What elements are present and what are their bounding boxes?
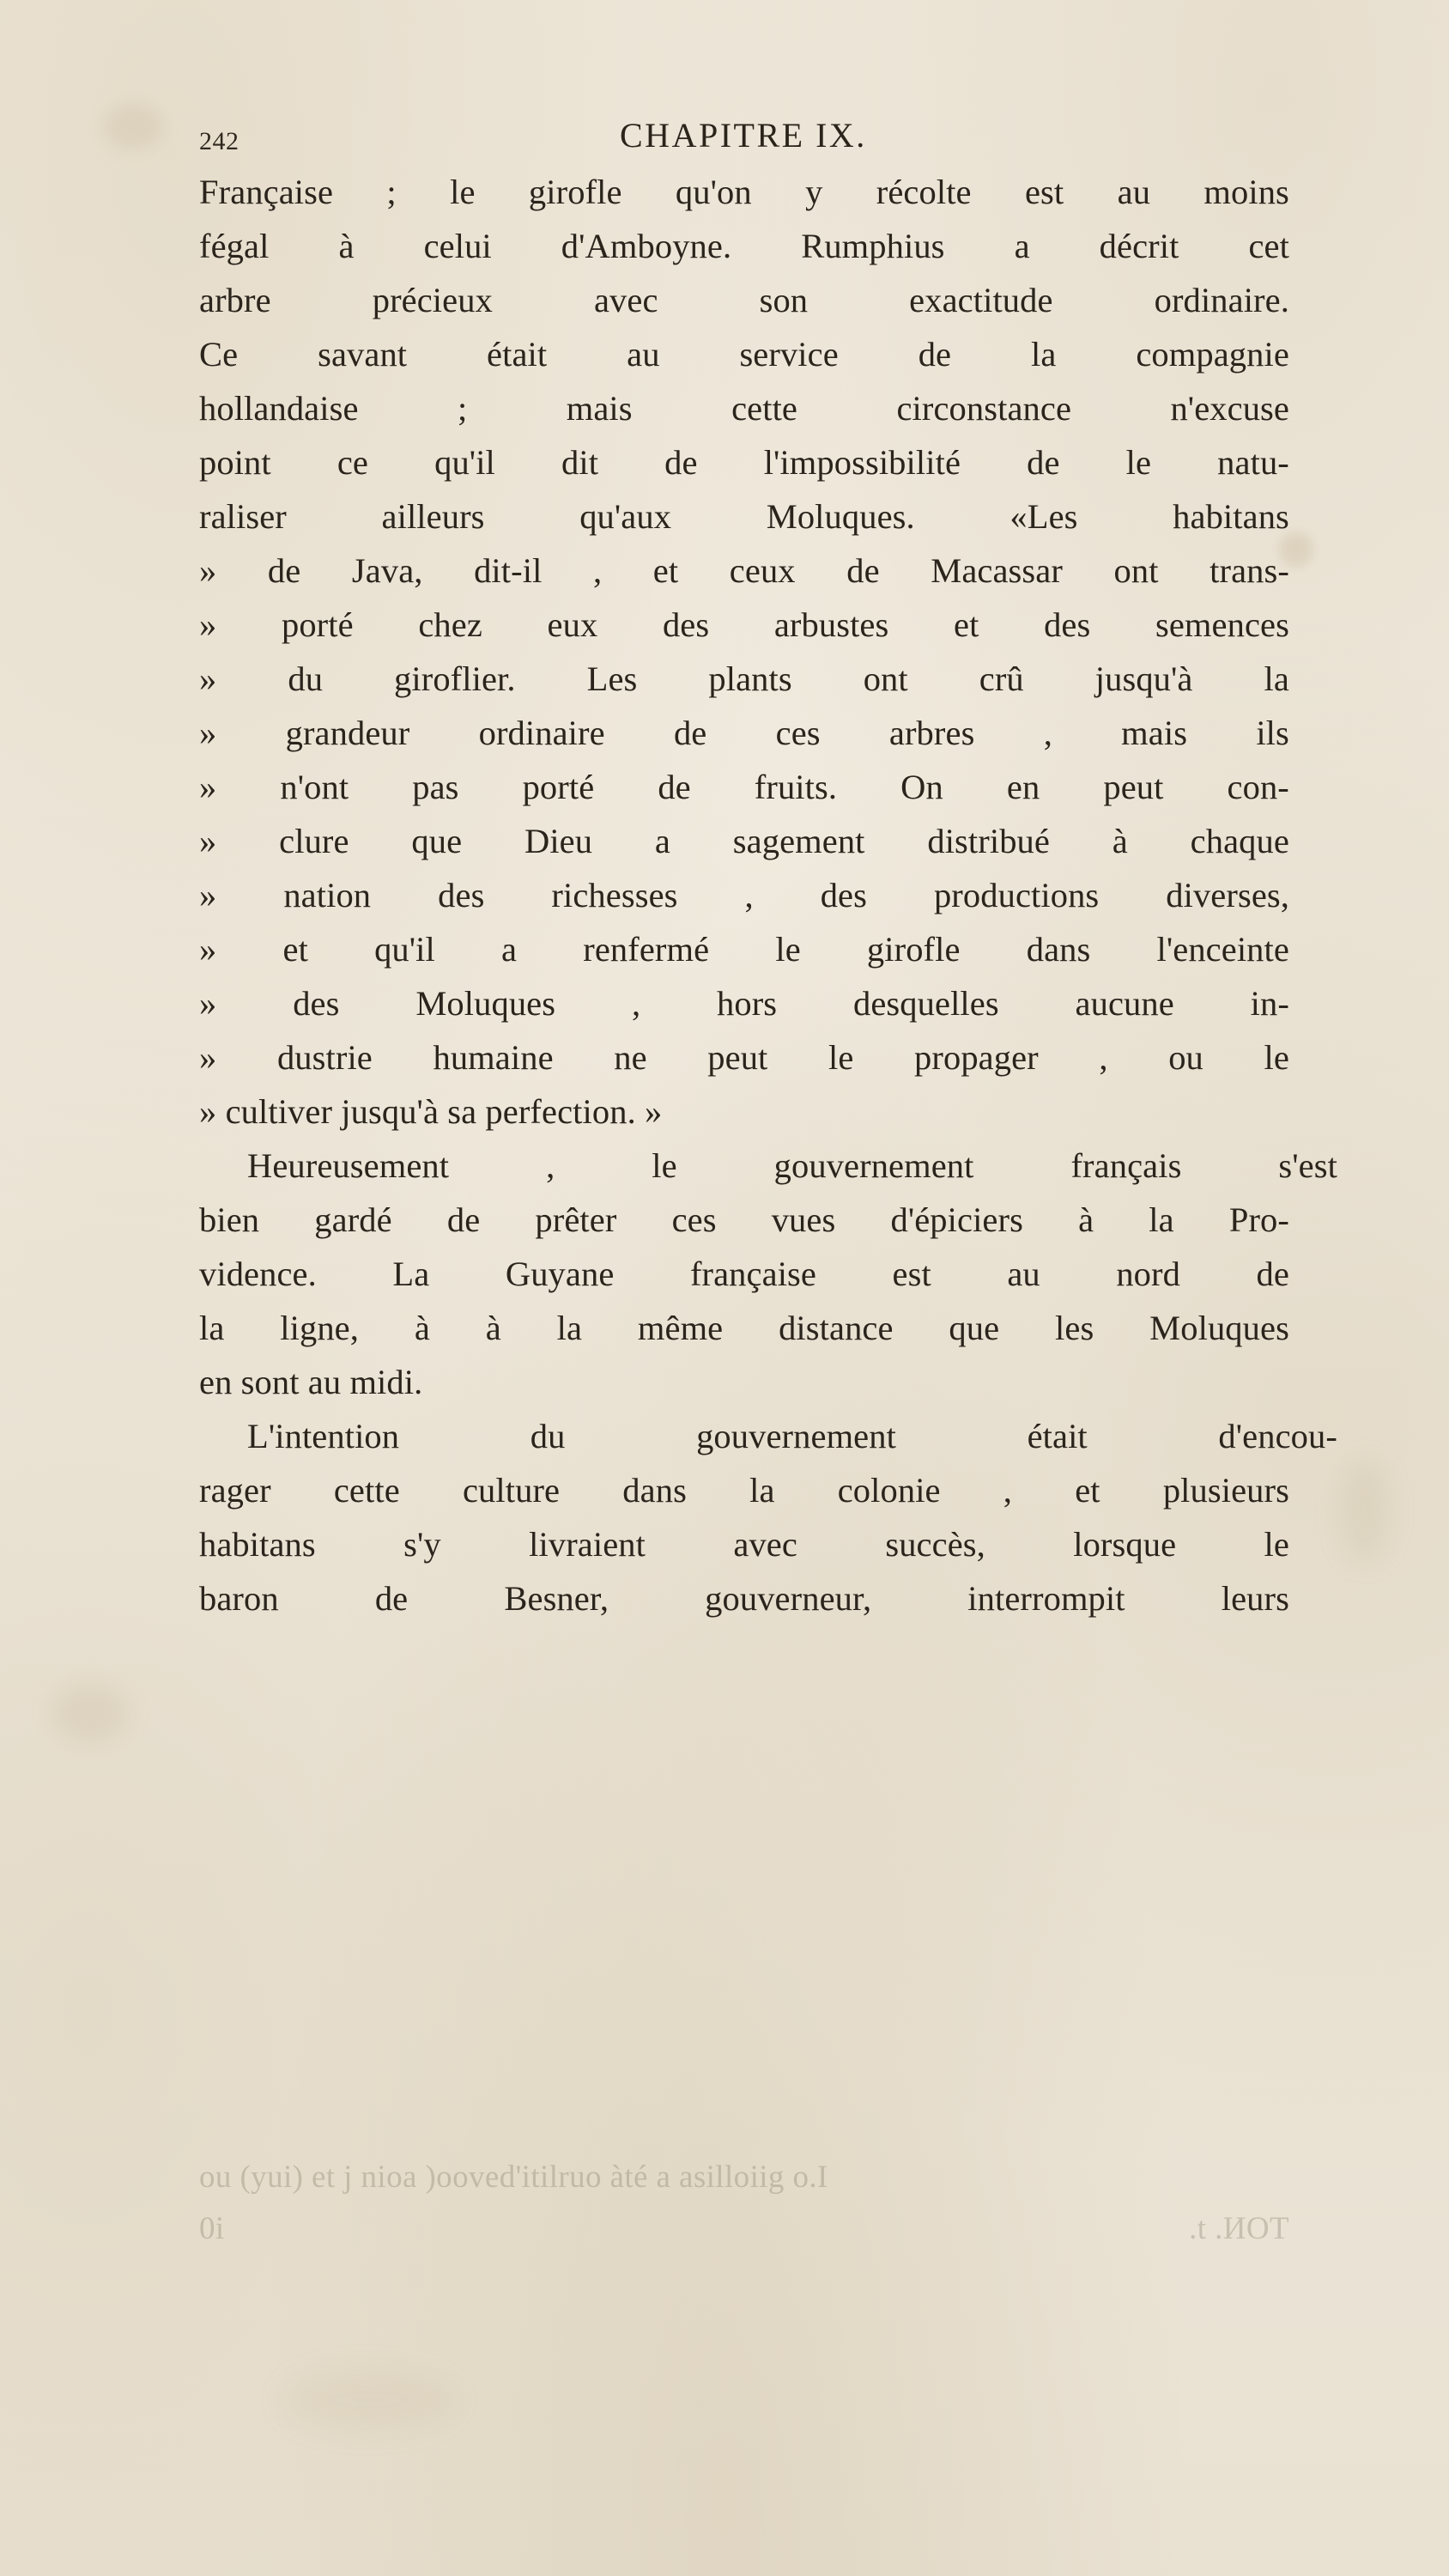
line-word: ce [336,443,369,482]
body-line [199,273,1289,327]
line-word: des [293,984,340,1023]
line-word: bien [199,1200,260,1239]
line-word: en [1006,768,1040,806]
line-word: richesses [551,876,678,914]
line-word: , [1003,1471,1013,1510]
body-line [199,165,1289,219]
body-line [199,381,1289,435]
page-text-block [199,112,1337,1625]
line-word: au [627,335,660,374]
line-word: ordinaire [478,714,605,752]
line-word: semences [1155,605,1289,644]
line-word: fégal [199,227,270,265]
body-line [199,327,1289,381]
line-word: habitans [1173,497,1289,536]
line-word: est [892,1255,931,1293]
line-word: la [1264,659,1289,698]
line-word: gardé [314,1200,392,1239]
line-word: distribué [927,822,1050,860]
line-word: le [828,1038,854,1077]
line-word: s'est [1278,1146,1337,1185]
line-word: le [1125,443,1152,482]
line-word: » [199,714,217,752]
line-word: et [282,930,308,969]
line-word: in- [1250,984,1289,1023]
line-word: Ce [199,335,239,374]
line-word: natu- [1217,443,1289,482]
line-word: vidence. [199,1255,317,1293]
line-word: ; [386,173,397,211]
line-word: Pro- [1228,1200,1289,1239]
line-word: ceux [729,551,796,590]
body-line [199,1301,1289,1355]
show-through-left: ou (yui) et j nioa )ooved'itilruo àté a asilloiig o.I [199,2160,828,2195]
line-word: peut [1103,768,1164,806]
line-word: et [954,605,979,644]
line-word: » [199,876,217,914]
line-word: L'intention [247,1417,400,1455]
line-word: cette [731,389,798,428]
line-word: gouverneur, [705,1579,872,1618]
line-word: hollandaise [199,389,359,428]
show-through-right: .t .ИОТ [1189,2211,1289,2246]
line-word: des [662,605,710,644]
line-word: ; [457,389,468,428]
line-word: le [775,930,801,969]
line-word: » [199,768,217,806]
body-line [199,1463,1289,1517]
line-word: du [288,659,324,698]
line-word: était [1027,1417,1088,1455]
line-word: , [631,984,641,1023]
line-word: des [820,876,867,914]
line-word: de [664,443,698,482]
line-word: sagement [732,822,865,860]
line-word: de [267,551,301,590]
line-word: arbre [199,281,271,319]
line-word: girofle [528,173,622,211]
line-word: succès, [885,1525,985,1564]
line-word: de [658,768,691,806]
line-word: «Les [1009,497,1078,536]
line-word: crû [979,659,1024,698]
body-line [199,598,1289,652]
line-word: ont [863,659,908,698]
line-word: gouvernement [696,1417,896,1455]
line-word: nation [283,876,372,914]
line-word: du [530,1417,566,1455]
body-line [199,489,1289,544]
line-word: des [1044,605,1091,644]
line-word: Guyane [505,1255,615,1293]
line-word: n'excuse [1170,389,1289,428]
line-word: renfermé [583,930,710,969]
line-word: a [1014,227,1030,265]
line-word: la [556,1309,583,1347]
line-word: le [450,173,476,211]
line-word: nord [1116,1255,1180,1293]
line-word: Java, [351,551,423,590]
line-word: le [1264,1038,1289,1077]
line-word: On [900,768,943,806]
line-word: » [199,605,217,644]
line-word: son [759,281,809,319]
body-line [199,1355,1289,1409]
line-word: ces [671,1200,717,1239]
line-word: grandeur [285,714,410,752]
body-line [199,1084,1289,1139]
line-word: , [593,551,603,590]
line-word: au [1117,173,1151,211]
line-word: Dieu [524,822,593,860]
line-word: avec [593,281,658,319]
line-word: Moluques [1149,1309,1289,1347]
body-line [199,435,1289,489]
line-word: baron [199,1579,279,1618]
line-word: ordinaire. [1154,281,1289,319]
show-through-text [199,2152,1289,2203]
line-word: est [1024,173,1064,211]
line-word: dustrie [276,1038,373,1077]
body-line [199,706,1289,760]
body-line [199,1247,1289,1301]
body-line [199,652,1289,706]
line-word: trans- [1210,551,1289,590]
line-word: propager [914,1038,1039,1077]
line-word: habitans [199,1525,316,1564]
line-word: français [1070,1146,1182,1185]
line-word: de [673,714,707,752]
line-word: rager [199,1471,271,1510]
paper-stain [103,103,163,150]
line-text: » cultiver jusqu'à sa perfection. » [199,1092,663,1131]
line-word: dit-il [474,551,543,590]
line-word: plusieurs [1162,1471,1289,1510]
line-word: , [744,876,754,914]
line-word: à [1112,822,1128,860]
line-word: arbustes [773,605,889,644]
line-word: clure [279,822,349,860]
line-word: Moluques. [766,497,915,536]
line-word: humaine [433,1038,554,1077]
line-word: de [846,551,880,590]
line-word: d'épiciers [890,1200,1023,1239]
body-line [199,868,1289,922]
line-word: vues [771,1200,836,1239]
line-word: le [1264,1525,1289,1564]
line-word: avec [733,1525,797,1564]
chapter-title: CHAPITRE IX. [620,116,867,155]
line-word: » [199,984,217,1023]
line-word: con- [1227,768,1289,806]
line-word: raliser [199,497,287,536]
line-word: distance [779,1309,894,1347]
line-word: Rumphius [801,227,945,265]
line-word: la [199,1309,225,1347]
line-word: diverses, [1166,876,1289,914]
line-word: qu'il [434,443,495,482]
line-word: fruits. [754,768,838,806]
line-word: qu'aux [579,497,672,536]
line-word: peut [707,1038,768,1077]
line-word: Heureusement [247,1146,450,1185]
line-word: plants [708,659,792,698]
line-word: jusqu'à [1094,659,1193,698]
line-word: qu'il [374,930,435,969]
line-word: ont [1113,551,1159,590]
line-text: en sont au midi. [199,1363,423,1401]
body-line [199,1030,1289,1084]
line-word: la [1149,1200,1174,1239]
body-line [199,219,1289,273]
line-word: moins [1203,173,1289,211]
line-word: des [438,876,485,914]
line-word: au [1007,1255,1040,1293]
line-word: La [392,1255,430,1293]
line-word: de [918,335,952,374]
line-word: porté [522,768,595,806]
body-line [199,1193,1289,1247]
line-word: » [199,659,217,698]
line-word: le [652,1146,677,1185]
line-word: culture [462,1471,561,1510]
line-word: et [1075,1471,1100,1510]
folio-number: 242 [199,127,239,155]
show-through-left: 0i [199,2211,225,2246]
line-word: ou [1168,1038,1203,1077]
show-through-text [199,2203,1289,2255]
line-word: Macassar [931,551,1063,590]
paper-stain [1339,1460,1391,1563]
line-word: ils [1256,714,1289,752]
line-word: dans [1026,930,1091,969]
page-header [199,112,1289,165]
line-word: » [199,822,217,860]
line-word: circonstance [896,389,1072,428]
line-word: hors [717,984,778,1023]
line-word: Besner, [504,1579,609,1618]
line-word: productions [933,876,1100,914]
line-word: ces [775,714,821,752]
line-word: a [654,822,670,860]
line-word: décrit [1099,227,1179,265]
line-word: compagnie [1136,335,1289,374]
line-word: colonie [837,1471,941,1510]
line-word: de [446,1200,481,1239]
line-word: porté [281,605,354,644]
line-word: , [1099,1038,1108,1077]
line-word: de [374,1579,409,1618]
line-word: cet [1248,227,1289,265]
line-word: gouvernement [773,1146,974,1185]
line-word: livraient [529,1525,646,1564]
line-word: y [805,173,823,211]
body-line [199,1517,1289,1571]
body-line [199,1571,1289,1625]
line-word: a [501,930,518,969]
line-word: chaque [1190,822,1289,860]
line-word: s'y [403,1525,441,1564]
line-word: que [949,1309,1000,1347]
line-word: Française [199,173,334,211]
line-word: aucune [1075,984,1174,1023]
line-word: à [485,1309,501,1347]
line-word: point [199,443,271,482]
body-line [199,760,1289,814]
line-word: de [1256,1255,1289,1293]
line-word: à [1078,1200,1094,1239]
line-word: et [652,551,679,590]
line-word: la [749,1471,775,1510]
line-word: Moluques [415,984,556,1023]
line-word: d'Amboyne. [561,227,732,265]
line-word: l'enceinte [1156,930,1289,969]
line-word: Les [586,659,638,698]
line-word: cette [333,1471,400,1510]
line-word: savant [318,335,408,374]
line-word: arbres [888,714,975,752]
line-word: eux [547,605,598,644]
line-word: prêter [535,1200,617,1239]
line-word: , [1043,714,1052,752]
line-word: lorsque [1073,1525,1177,1564]
line-word: celui [423,227,492,265]
line-word: desquelles [853,984,999,1023]
line-word: » [199,551,217,590]
line-word: » [199,1038,217,1077]
line-word: girofle [866,930,961,969]
line-word: mais [1121,714,1188,752]
line-word: française [689,1255,816,1293]
paper-stain [52,1683,129,1743]
line-word: récolte [876,173,972,211]
line-word: ligne, [280,1309,359,1347]
line-word: ne [614,1038,647,1077]
line-word: la [1031,335,1057,374]
line-word: était [487,335,548,374]
line-word: » [199,930,217,969]
body-line [199,922,1289,976]
line-word: à [414,1309,430,1347]
line-word: même [637,1309,724,1347]
line-word: chez [418,605,482,644]
line-word: giroflier. [394,659,516,698]
paper-stain [283,2370,455,2430]
line-word: de [1027,443,1060,482]
body-line [199,1409,1337,1463]
line-word: les [1055,1309,1094,1347]
line-word: qu'on [675,173,752,211]
line-word: mais [566,389,633,428]
line-word: dans [622,1471,687,1510]
body-line [199,544,1289,598]
line-word: l'impossibilité [763,443,961,482]
line-word: d'encou- [1218,1417,1337,1455]
line-word: interrompit [967,1579,1125,1618]
line-word: à [338,227,355,265]
line-word: service [739,335,839,374]
line-word: , [546,1146,555,1185]
line-word: que [411,822,463,860]
line-word: exactitude [909,281,1053,319]
line-word: n'ont [280,768,349,806]
line-word: précieux [372,281,493,319]
line-word: ailleurs [381,497,485,536]
line-word: leurs [1221,1579,1289,1618]
body-line [199,1139,1337,1193]
body-line [199,814,1289,868]
body-line [199,976,1289,1030]
line-word: pas [412,768,459,806]
line-word: dit [561,443,599,482]
